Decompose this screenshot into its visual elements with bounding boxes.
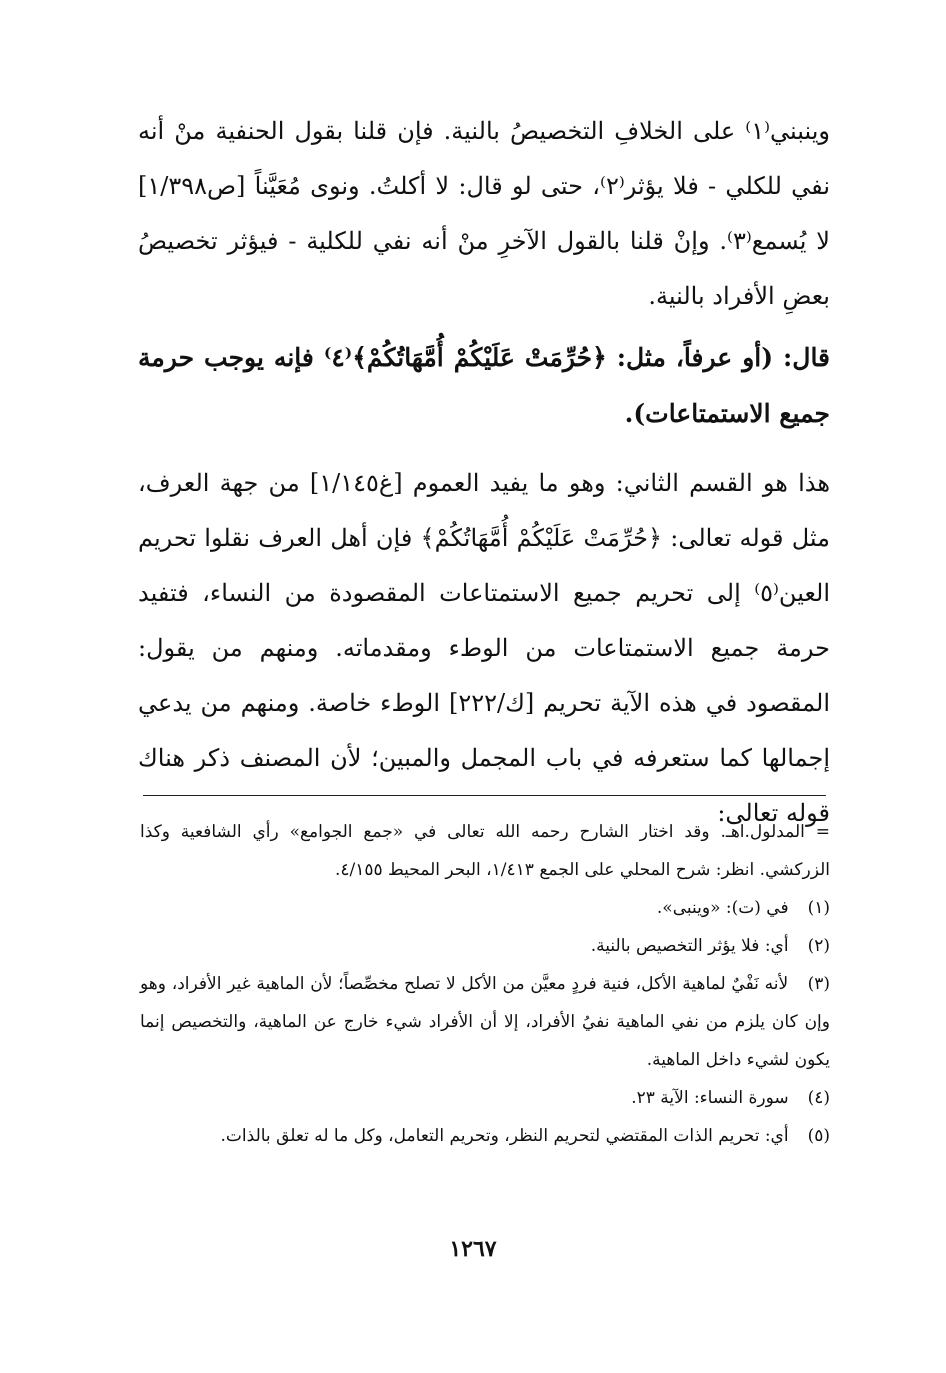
footnote-text: سورة النساء: الآية ٢٣. (631, 1088, 789, 1108)
footnote-continuation: = المدلول.اهـ. وقد اختار الشارح رحمه الله تعالى في «جمع الجوامع» رأي الشافعية وكذا الزركشي. انظر: شرح المحلي على الجمع ١/٤١٣، البحر المحيط ٤/١٥٥. (140, 822, 830, 880)
footnote-number: (١) (807, 898, 830, 918)
footnote-5 (140, 1117, 830, 1155)
footnote-number: (٢) (807, 936, 830, 956)
footnote-4 (140, 1079, 830, 1117)
footnote-text: أي: فلا يؤثر التخصيص بالنية. (590, 936, 789, 956)
body-paragraph-2-matn: قال: (أو عرفاً، مثل: ﴿حُرِّمَتْ عَلَيْكُمْ أُمَّهَاتُكُمْ﴾⁽٤⁾ فإنه يوجب حرمة جميع الاستمتاعات). (138, 343, 831, 428)
footnote-2 (140, 927, 830, 965)
footnote-separator (143, 795, 826, 796)
footnote-number: (٣) (807, 974, 830, 994)
footnote-3 (140, 965, 830, 1079)
body-paragraph-1: وينبني⁽١⁾ على الخلافِ التخصيصُ بالنية. فإن قلنا بقول الحنفية منْ أنه نفي للكلي - فلا يؤثر⁽٢⁾، حتى لو قال: لا أكلتُ. ونوى مُعَيَّناً [ص١/٣٩٨] لا يُسمع⁽٣⁾. وإنْ قلنا بالقول الآخرِ منْ أنه نفي للكلية - فيؤثر تخصيصُ بعضِ الأفراد بالنية. (138, 117, 830, 310)
footnote-number: (٤) (807, 1088, 830, 1108)
page-number: ١٢٦٧ (449, 1236, 497, 1262)
footnote-1 (140, 889, 830, 927)
footnote-text: أي: تحريم الذات المقتضي لتحريم النظر، وتحريم التعامل، وكل ما له تعلق بالذات. (220, 1126, 789, 1146)
footnotes-section (140, 813, 830, 1155)
footnote-text: في (ت): «وينبى». (656, 898, 789, 918)
footnote-number: (٥) (807, 1126, 830, 1146)
body-paragraph-3: هذا هو القسم الثاني: وهو ما يفيد العموم [غ١/١٤٥] من جهة العرف، مثل قوله تعالى: ﴿حُرِّمَتْ عَلَيْكُمْ أُمَّهَاتُكُمْ﴾ فإن أهل العرف نقلوا تحريم العين⁽٥⁾ إلى تحريم جميع الاستمتاعات المقصودة من النساء، فتفيد حرمة جميع الاستمتاعات من الوطء ومقدماته. ومنهم من يقول: المقصود في هذه الآية تحريم [ك/٢٢٢] الوطء خاصة. ومنهم من يدعي إجمالها كما ستعرفه في باب المجمل والمبين؛ لأن المصنف ذكر هناك قوله تعالى: (138, 469, 830, 827)
footnote-text: لأنه نَفْيٌ لماهية الأكل، فنية فردٍ معيَّن من الأكل لا تصلح مخصِّصاً؛ لأن الماهية غير الأفراد، وهو وإن كان يلزم من نفي الماهية نفيُ الأفراد، إلا أن الأفراد شيء خارج عن الماهية، والتخصيص إنما يكون لشيء داخل الماهية. (140, 974, 830, 1070)
